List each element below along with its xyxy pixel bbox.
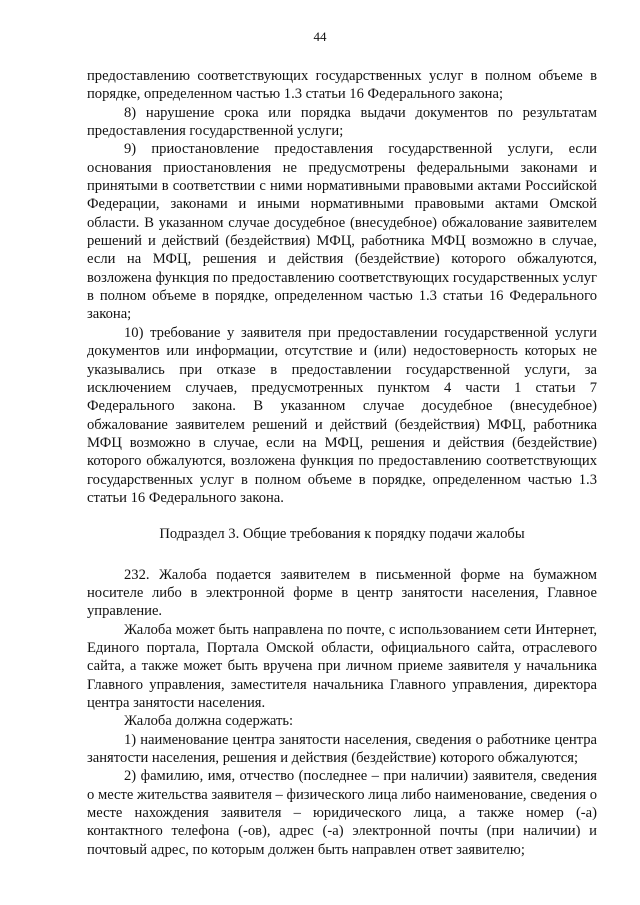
paragraph-contents-item-2: 2) фамилию, имя, отчество (последнее – при наличии) заявителя, сведения о месте жительства заявителя – физического лица либо наименование, сведения о месте нахождения заявителя – юридического лица, а также номер (-а) контактного телефона (-ов), адрес (-а) электронной почты (при наличии) и почтовый адрес, по которым должен быть направлен ответ заявителю; bbox=[87, 768, 597, 858]
paragraph-continuation: предоставлению соответствующих государственных услуг в полном объеме в порядке, определенном частью 1.3 статьи 16 Федерального закона; bbox=[87, 68, 597, 103]
paragraph-contents-item-1: 1) наименование центра занятости населения, сведения о работнике центра занятости населения, решения и действия (бездействие) которого обжалуются; bbox=[87, 731, 597, 767]
paragraph-item-8: 8) нарушение срока или порядка выдачи документов по результатам предоставления государственной услуги; bbox=[87, 104, 597, 140]
page-number: 44 bbox=[313, 29, 327, 44]
paragraph-submission-methods: Жалоба может быть направлена по почте, с использованием сети Интернет, Единого портала, Портала Омской области, официального сайта, отраслевого сайта, а также может быть вручена при личном приеме заявителя у начальника Главного управления, заместителя начальника Главного управления, директора центра занятости населения. bbox=[87, 621, 597, 711]
paragraph-item-9: 9) приостановление предоставления государственной услуги, если основания приостановления не предусмотрены федеральными законами и принятыми в соответствии с ними нормативными правовыми актами Российской Федерации, законами и иными нормативными правовыми актами Омской области. В указанном случае досудебное (внесудебное) обжалование заявителем решений и действий (бездействия) МФЦ, работника МФЦ возможно в случае, если на МФЦ, решения и действия (бездействие) которого обжалуются, возложена функция по предоставлению соответствующих государственных услуг в полном объеме в порядке, определенном частью 1.3 статьи 16 Федерального закона; bbox=[87, 141, 597, 323]
paragraph-232: 232. Жалоба подается заявителем в письменной форме на бумажном носителе либо в электронной форме в центр занятости населения, Главное управление. bbox=[87, 566, 597, 620]
paragraph-complaint-contents-intro: Жалоба должна содержать: bbox=[124, 713, 294, 730]
subsection-heading: Подраздел 3. Общие требования к порядку подачи жалобы bbox=[159, 526, 525, 543]
paragraph-item-10: 10) требование у заявителя при предоставлении государственной услуги документов или информации, отсутствие и (или) недостоверность которых не указывались при отказе в предоставлении государственной услуги, за исключением случаев, предусмотренных пунктом 4 части 1 статьи 7 Федерального закона. В указанном случае досудебное (внесудебное) обжалование заявителем решений и действий (бездействия) МФЦ, работника МФЦ возможно в случае, если на МФЦ, решения и действия (бездействие) которого обжалуются, возложена функция по предоставлению соответствующих государственных услуг в полном объеме в порядке, определенном частью 1.3 статьи 16 Федерального закона. bbox=[87, 324, 597, 506]
document-body bbox=[87, 67, 597, 859]
